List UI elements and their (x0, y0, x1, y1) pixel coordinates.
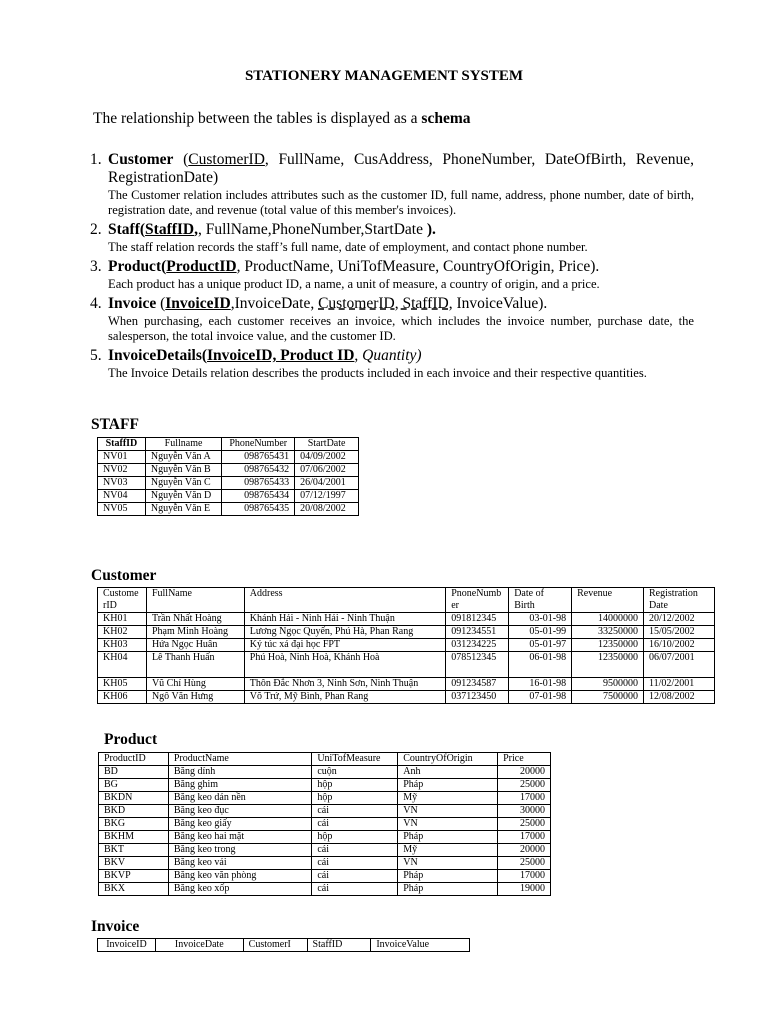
table-row (98, 477, 359, 490)
item-number: 1. (90, 151, 102, 168)
column-header: CustomerI (243, 939, 307, 952)
table-cell: BKDN (99, 792, 169, 805)
column-header: StaffID (98, 438, 146, 451)
column-header: Fullname (145, 438, 221, 451)
table-cell: 19000 (498, 883, 551, 896)
table-cell: BKT (99, 844, 169, 857)
table-cell: 20/08/2002 (295, 503, 359, 516)
table-cell: 078512345 (446, 652, 509, 678)
table-cell: Băng keo trong (168, 844, 311, 857)
primary-key: InvoiceID, Product ID (207, 347, 355, 364)
table-cell: 16/10/2002 (644, 639, 715, 652)
attributes: , ProductName, UniTofMeasure, CountryOfOrigin, Price). (236, 258, 600, 275)
table-header-row (98, 438, 359, 451)
table-cell: NV04 (98, 490, 146, 503)
table-cell: 26/04/2001 (295, 477, 359, 490)
table-row (98, 652, 715, 678)
column-header: PhoneNumber (222, 438, 295, 451)
table-cell: hộp (312, 779, 398, 792)
table-cell: Lương Ngọc Quyến, Phú Hà, Phan Rang (244, 626, 445, 639)
invoice-table (97, 938, 470, 952)
product-table (98, 752, 551, 896)
table-cell: 25000 (498, 818, 551, 831)
table-cell: KH04 (98, 652, 147, 678)
table-row (98, 626, 715, 639)
product-heading: Product (104, 731, 158, 748)
table-cell: BKG (99, 818, 169, 831)
table-cell: Pháp (398, 883, 498, 896)
table-cell: BD (99, 766, 169, 779)
customer-table (97, 587, 715, 704)
schema-item-customer (90, 151, 694, 218)
table-cell: NV01 (98, 451, 146, 464)
table-cell: 16-01-98 (509, 678, 572, 691)
table-cell: 17000 (498, 870, 551, 883)
table-cell: 25000 (498, 779, 551, 792)
table-row (99, 818, 551, 831)
column-header: PnoneNumber (446, 588, 509, 613)
table-row (98, 464, 359, 477)
table-cell: Băng keo đục (168, 805, 311, 818)
column-header: CountryOfOrigin (398, 753, 498, 766)
table-cell: hộp (312, 792, 398, 805)
attributes: , FullName, CusAddress, PhoneNumber, DateOfBirth, Revenue, RegistrationDate) (108, 151, 694, 186)
table-cell: 20000 (498, 844, 551, 857)
table-row (98, 613, 715, 626)
table-cell: Anh (398, 766, 498, 779)
table-cell: 7500000 (572, 691, 644, 704)
paren-close: ). (538, 295, 548, 312)
attributes: , FullName,PhoneNumber,StartDate (198, 221, 423, 238)
customer-rows (98, 613, 715, 704)
table-row (98, 691, 715, 704)
table-cell: 12350000 (572, 639, 644, 652)
comma: , (194, 221, 198, 238)
table-row (98, 678, 715, 691)
primary-key: CustomerID (188, 151, 265, 168)
invoicedetails-schema (108, 347, 694, 365)
column-header: StaffID (307, 939, 371, 952)
table-cell: Pháp (398, 870, 498, 883)
table-cell: Trần Nhất Hoàng (146, 613, 244, 626)
table-cell: Nguyễn Văn C (145, 477, 221, 490)
table-cell: 33250000 (572, 626, 644, 639)
column-header: Address (244, 588, 445, 613)
table-cell: 25000 (498, 857, 551, 870)
table-cell: Băng ghim (168, 779, 311, 792)
attributes: ,InvoiceDate, (230, 295, 319, 312)
table-cell: Pháp (398, 779, 498, 792)
table-row (99, 844, 551, 857)
schema-item-staff (90, 221, 694, 255)
invoice-heading: Invoice (91, 918, 140, 935)
primary-key: StaffID (145, 221, 195, 238)
table-row (99, 779, 551, 792)
table-cell: Pháp (398, 831, 498, 844)
intro-bold: schema (421, 110, 471, 127)
table-cell: NV03 (98, 477, 146, 490)
primary-key: InvoiceID (165, 295, 231, 312)
table-cell: Lê Thanh Huấn (146, 652, 244, 678)
column-header: CustomerID (98, 588, 147, 613)
table-cell: cuộn (312, 766, 398, 779)
table-cell: cái (312, 870, 398, 883)
table-cell: 9500000 (572, 678, 644, 691)
product-description: Each product has a unique product ID, a name, a unit of measure, a country of origin, and a price. (108, 277, 600, 291)
table-cell: cái (312, 844, 398, 857)
table-row (99, 792, 551, 805)
customer-description: The Customer relation includes attributes such as the customer ID, full name, address, phone number, date of birth, registration date, and revenue (total value of this member's invoices). (108, 188, 694, 217)
comma: , (354, 347, 363, 364)
table-cell: BKV (99, 857, 169, 870)
table-cell: cái (312, 857, 398, 870)
table-cell: 20000 (498, 766, 551, 779)
foreign-keys: CustomerID, StaffID (318, 295, 449, 312)
table-cell: Võ Trứ, Mỹ Bình, Phan Rang (244, 691, 445, 704)
customer-heading: Customer (91, 567, 157, 584)
schema-item-invoice (90, 295, 694, 344)
table-cell: KH01 (98, 613, 147, 626)
table-cell: 07/12/1997 (295, 490, 359, 503)
table-cell: 12350000 (572, 652, 644, 678)
table-row (98, 639, 715, 652)
table-cell: Nguyễn Văn A (145, 451, 221, 464)
item-number: 4. (90, 295, 102, 312)
table-row (99, 883, 551, 896)
table-header-row (98, 588, 715, 613)
column-header: ProductID (99, 753, 169, 766)
table-cell: hộp (312, 831, 398, 844)
table-cell: 20/12/2002 (644, 613, 715, 626)
schema-list (90, 151, 694, 384)
invoice-description: When purchasing, each customer receives an invoice, which includes the invoice number, purchase date, the salesperson, the total invoice value, and the customer ID. (108, 314, 694, 343)
product-rows (99, 766, 551, 896)
table-cell: Hứa Ngọc Huân (146, 639, 244, 652)
table-cell: 11/02/2001 (644, 678, 715, 691)
primary-key: ProductID (166, 258, 237, 275)
table-cell: 30000 (498, 805, 551, 818)
table-row (98, 451, 359, 464)
table-cell: Băng keo văn phòng (168, 870, 311, 883)
table-cell: 098765435 (222, 503, 295, 516)
table-cell: KH06 (98, 691, 147, 704)
relation-name: Invoice (108, 295, 157, 312)
table-row (99, 857, 551, 870)
customer-schema (108, 151, 694, 187)
table-row (99, 831, 551, 844)
column-header: StartDate (295, 438, 359, 451)
table-cell: Mỹ (398, 844, 498, 857)
column-header: Registration Date (644, 588, 715, 613)
table-cell: 15/05/2002 (644, 626, 715, 639)
table-row (98, 503, 359, 516)
table-cell: Khánh Hải - Ninh Hải - Ninh Thuận (244, 613, 445, 626)
column-header: ProductName (168, 753, 311, 766)
table-cell: 17000 (498, 792, 551, 805)
relation-name: InvoiceDetails( (108, 347, 208, 364)
table-cell: BKX (99, 883, 169, 896)
table-cell: 06-01-98 (509, 652, 572, 678)
table-header-row (99, 753, 551, 766)
table-cell: KH02 (98, 626, 147, 639)
table-cell: 12/08/2002 (644, 691, 715, 704)
table-cell: 17000 (498, 831, 551, 844)
table-cell: 07/06/2002 (295, 464, 359, 477)
table-cell: 098765434 (222, 490, 295, 503)
table-cell: NV02 (98, 464, 146, 477)
staff-table (97, 437, 359, 516)
paren: ( (173, 151, 189, 168)
schema-item-invoicedetails (90, 347, 694, 381)
table-cell: 031234225 (446, 639, 509, 652)
table-cell: BKD (99, 805, 169, 818)
paren: ( (156, 295, 166, 312)
invoice-schema (108, 295, 694, 313)
table-cell: NV05 (98, 503, 146, 516)
table-cell: Băng dính (168, 766, 311, 779)
table-cell: Vũ Chí Hùng (146, 678, 244, 691)
table-row (98, 490, 359, 503)
table-cell: 098765433 (222, 477, 295, 490)
table-cell: Băng keo giấy (168, 818, 311, 831)
table-cell: BKHM (99, 831, 169, 844)
column-header: Revenue (572, 588, 644, 613)
table-cell: cái (312, 818, 398, 831)
staff-rows (98, 451, 359, 516)
table-cell: Ký túc xá đại học FPT (244, 639, 445, 652)
attributes-rest: , InvoiceValue (448, 295, 539, 312)
page-title: STATIONERY MANAGEMENT SYSTEM (244, 68, 524, 84)
table-cell: 06/07/2001 (644, 652, 715, 678)
intro-plain: The relationship between the tables is displayed as a (93, 110, 422, 127)
product-schema (108, 258, 694, 276)
table-cell: VN (398, 857, 498, 870)
relation-name: Product( (108, 258, 167, 275)
item-number: 2. (90, 221, 102, 238)
table-cell: 04/09/2002 (295, 451, 359, 464)
item-number: 5. (90, 347, 102, 364)
table-cell: BG (99, 779, 169, 792)
table-cell: Băng keo vải (168, 857, 311, 870)
table-cell: 07-01-98 (509, 691, 572, 704)
table-cell: 098765431 (222, 451, 295, 464)
column-header: InvoiceDate (155, 939, 243, 952)
table-header-row (98, 939, 470, 952)
item-number: 3. (90, 258, 102, 275)
column-header: Price (498, 753, 551, 766)
table-cell: KH05 (98, 678, 147, 691)
table-cell: Băng keo xốp (168, 883, 311, 896)
intro-text (93, 110, 471, 128)
table-cell: KH03 (98, 639, 147, 652)
table-cell: cái (312, 883, 398, 896)
column-header: FullName (146, 588, 244, 613)
table-cell: 05-01-97 (509, 639, 572, 652)
column-header: Date of Birth (509, 588, 572, 613)
invoicedetails-description: The Invoice Details relation describes the products included in each invoice and their respective quantities. (108, 366, 647, 380)
table-cell: 037123450 (446, 691, 509, 704)
table-cell: 05-01-99 (509, 626, 572, 639)
staff-description: The staff relation records the staff’s full name, date of employment, and contact phone number. (108, 240, 588, 254)
column-header: UniTofMeasure (312, 753, 398, 766)
table-cell: 091234587 (446, 678, 509, 691)
table-cell: 098765432 (222, 464, 295, 477)
table-cell: Mỹ (398, 792, 498, 805)
column-header: InvoiceID (98, 939, 156, 952)
table-cell: BKVP (99, 870, 169, 883)
table-cell: 03-01-98 (509, 613, 572, 626)
table-cell: VN (398, 805, 498, 818)
table-row (99, 870, 551, 883)
table-cell: Phạm Minh Hoàng (146, 626, 244, 639)
staff-schema (108, 221, 694, 239)
table-cell: Nguyễn Văn B (145, 464, 221, 477)
relation-name: Staff( (108, 221, 146, 238)
table-cell: Thôn Đắc Nhơn 3, Ninh Sơn, Ninh Thuận (244, 678, 445, 691)
table-row (99, 805, 551, 818)
table-cell: Băng keo dán nền (168, 792, 311, 805)
table-cell: Ngô Văn Hưng (146, 691, 244, 704)
table-cell: Băng keo hai mặt (168, 831, 311, 844)
staff-heading: STAFF (91, 416, 139, 433)
table-cell: 14000000 (572, 613, 644, 626)
table-cell: 091234551 (446, 626, 509, 639)
table-row (99, 766, 551, 779)
table-cell: 091812345 (446, 613, 509, 626)
relation-name: Customer (108, 151, 174, 168)
schema-item-product (90, 258, 694, 292)
table-cell: Nguyễn Văn E (145, 503, 221, 516)
paren-close: ). (422, 221, 436, 238)
table-cell: Nguyễn Văn D (145, 490, 221, 503)
table-cell: VN (398, 818, 498, 831)
column-header: InvoiceValue (371, 939, 470, 952)
table-cell: cái (312, 805, 398, 818)
attributes: Quantity) (362, 347, 422, 364)
table-cell: Phú Hoà, Ninh Hoà, Khánh Hoà (244, 652, 445, 678)
